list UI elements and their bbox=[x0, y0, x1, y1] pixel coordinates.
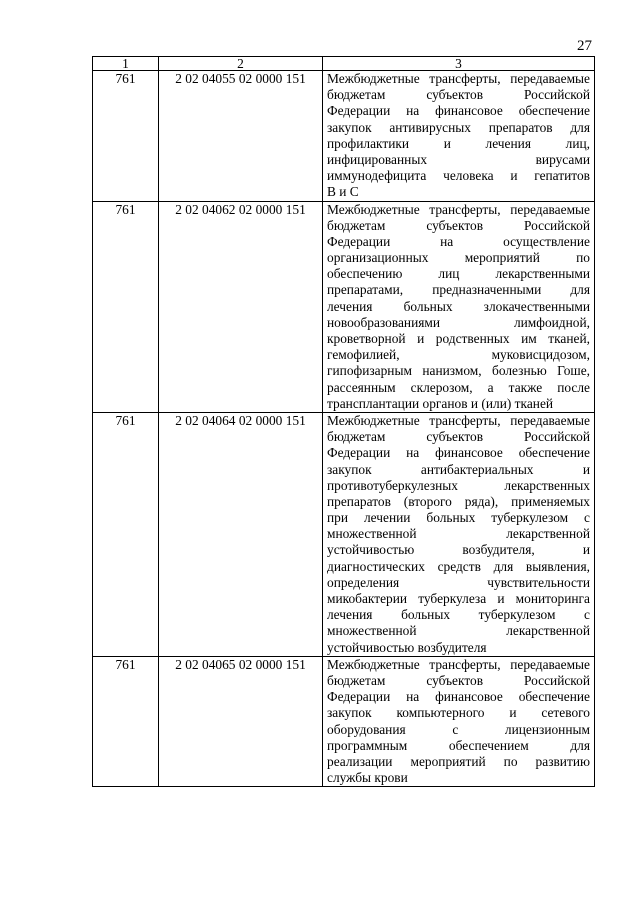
description-line: инфицированных вирусами bbox=[327, 151, 590, 167]
description-line: кроветворной и родственных им тканей, bbox=[327, 331, 590, 346]
description-line: противотуберкулезных лекарственных bbox=[327, 477, 590, 493]
description-line: организационных мероприятий по bbox=[327, 250, 590, 266]
description-line: Федерации на осуществление bbox=[327, 233, 590, 249]
description-line: устойчивостью возбудителя bbox=[327, 639, 487, 655]
description-line: новообразованиями лимфоидной, bbox=[327, 314, 590, 330]
revenue-code: 2 02 04055 02 0000 151 bbox=[159, 71, 323, 202]
description-line: Федерации на финансовое обеспечение bbox=[327, 445, 590, 461]
description-line: Федерации на финансовое обеспечение bbox=[327, 103, 590, 119]
description-line: бюджетам субъектов Российской bbox=[327, 429, 590, 445]
description-line: программным обеспечением для bbox=[327, 737, 590, 753]
description-line: бюджетам субъектов Российской bbox=[327, 672, 590, 688]
header-col-2: 2 bbox=[159, 57, 323, 71]
revenue-code: 2 02 04064 02 0000 151 bbox=[159, 412, 323, 656]
admin-code: 761 bbox=[93, 656, 159, 787]
table-row bbox=[93, 656, 595, 787]
description-line: обеспечению лиц лекарственными bbox=[327, 266, 590, 282]
header-col-3: 3 bbox=[323, 57, 595, 71]
description-line: при лечении больных туберкулезом с bbox=[327, 510, 590, 526]
description-line: закупок компьютерного и сетевого bbox=[327, 705, 590, 721]
description-line: препаратов (второго ряда), применяемых bbox=[327, 493, 590, 509]
budget-classification-table bbox=[92, 56, 595, 787]
admin-code: 761 bbox=[93, 412, 159, 656]
description-line: рассеянным склерозом, а также после bbox=[327, 379, 590, 395]
description bbox=[323, 656, 595, 787]
description-line: гипофизарным нанизмом, болезнью Гоше, bbox=[327, 363, 590, 379]
description-line: бюджетам субъектов Российской bbox=[327, 87, 590, 103]
description-line: препаратами, предназначенными для bbox=[327, 282, 590, 298]
description-line: Межбюджетные трансферты, передаваемые bbox=[327, 412, 590, 428]
description-line: гемофилией, муковисцидозом, bbox=[327, 347, 590, 363]
table-row bbox=[93, 71, 595, 202]
description-line: множественной лекарственной bbox=[327, 623, 590, 639]
description-line: бюджетам субъектов Российской bbox=[327, 217, 590, 233]
admin-code: 761 bbox=[93, 71, 159, 202]
description-line: реализации мероприятий по развитию bbox=[327, 753, 590, 769]
description-line: Межбюджетные трансферты, передаваемые bbox=[327, 656, 590, 672]
description-line: В и С bbox=[327, 184, 359, 200]
description-line: закупок антибактериальных и bbox=[327, 461, 590, 477]
revenue-code: 2 02 04062 02 0000 151 bbox=[159, 201, 323, 412]
description-line: Межбюджетные трансферты, передаваемые bbox=[327, 71, 590, 86]
description-line: лечения больных злокачественными bbox=[327, 298, 590, 314]
description bbox=[323, 412, 595, 656]
admin-code: 761 bbox=[93, 201, 159, 412]
description bbox=[323, 71, 595, 202]
description-line: трансплантации органов и (или) тканей bbox=[327, 395, 554, 411]
description-line: Федерации на финансовое обеспечение bbox=[327, 689, 590, 705]
header-row bbox=[93, 57, 595, 71]
description-line: профилактики и лечения лиц, bbox=[327, 135, 590, 151]
table-row bbox=[93, 412, 595, 656]
description-line: множественной лекарственной bbox=[327, 526, 590, 542]
description-line: микобактерии туберкулеза и мониторинга bbox=[327, 591, 590, 606]
description-line: закупок антивирусных препаратов для bbox=[327, 119, 590, 135]
table-row bbox=[93, 201, 595, 412]
page-number: 27 bbox=[577, 38, 592, 54]
description-line: Межбюджетные трансферты, передаваемые bbox=[327, 201, 590, 217]
description-line: диагностических средств для выявления, bbox=[327, 558, 590, 574]
description bbox=[323, 201, 595, 412]
header-col-1: 1 bbox=[93, 57, 159, 71]
description-line: определения чувствительности bbox=[327, 574, 590, 590]
description-line: устойчивостью возбудителя, и bbox=[327, 542, 590, 558]
description-line: лечения больных туберкулезом с bbox=[327, 607, 590, 623]
description-line: службы крови bbox=[327, 770, 408, 786]
description-line: иммунодефицита человека и гепатитов bbox=[327, 168, 590, 184]
description-line: оборудования с лицензионным bbox=[327, 721, 590, 737]
revenue-code: 2 02 04065 02 0000 151 bbox=[159, 656, 323, 787]
